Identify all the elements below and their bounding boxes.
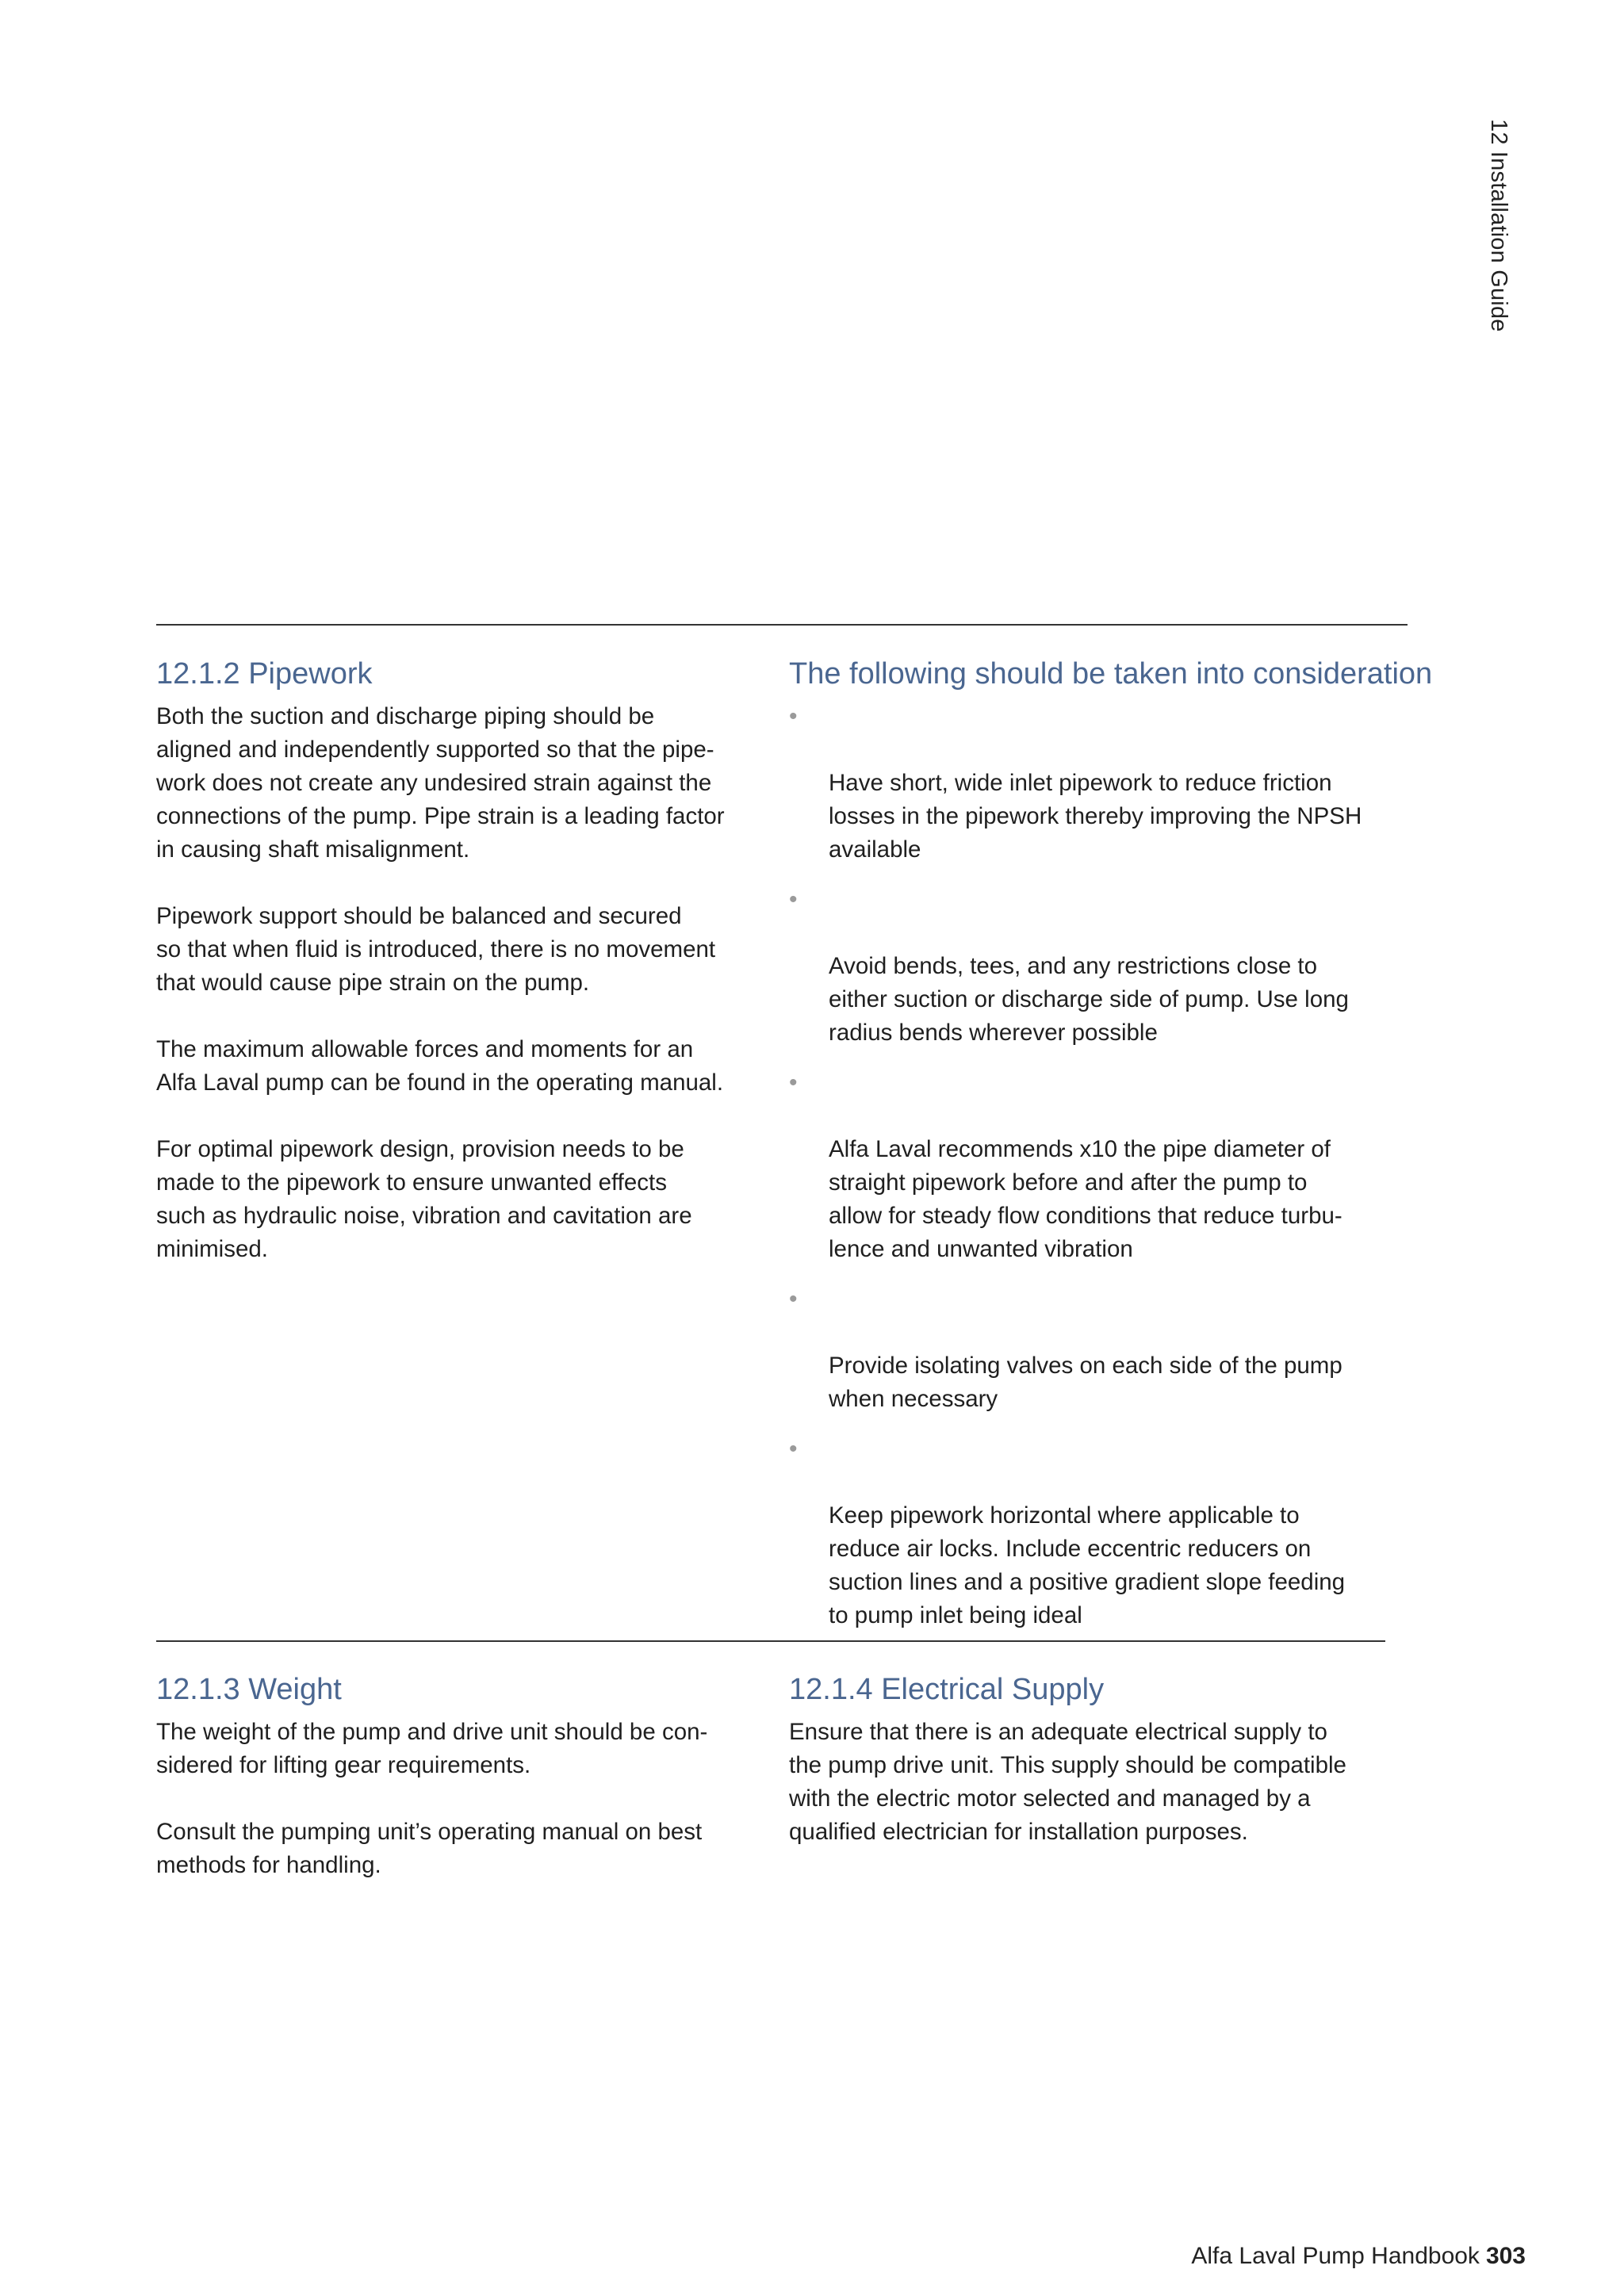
section-divider-bottom [156,1640,1385,1642]
list-item [789,1283,1415,1416]
bullet-icon: • [789,1070,798,1096]
electrical-paragraph: Ensure that there is an adequate electrical supply to the pump drive unit. This supply should be compatible with the electric motor selected and managed by a qualified electrician for installation purposes. [789,1719,1346,1845]
list-item-text: Provide isolating valves on each side of the pump when necessary [829,1353,1342,1412]
footer-title: Alfa Laval Pump Handbook [1191,2243,1480,2269]
list-item-text: Alfa Laval recommends x10 the pipe diameter of straight pipework before and after the pump to allow for steady flow conditions that reduce turbu- lence and unwanted vibration [829,1136,1342,1262]
consideration-list [789,700,1415,1632]
list-item [789,883,1415,1050]
list-item [789,700,1415,867]
bullet-icon: • [789,703,798,729]
section-divider-top [156,624,1408,626]
list-item-text: Avoid bends, tees, and any restrictions close to either suction or discharge side of pump. Use long radius bends wherever possible [829,953,1349,1046]
consideration-heading: The following should be taken into consideration [789,657,1433,691]
consideration-section [789,656,1433,1649]
weight-heading: 12.1.3 Weight [156,1673,342,1706]
pipework-paragraph: The maximum allowable forces and moments for an Alfa Laval pump can be found in the operating manual. [156,1036,724,1096]
bullet-icon: • [789,886,798,913]
pipework-paragraph: Both the suction and discharge piping should be aligned and independently supported so that the pipe- work does not create any undesired strain against the connections of the pump. Pipe strain is a leading factor in causing shaft misalignment. [156,703,725,863]
electrical-heading: 12.1.4 Electrical Supply [789,1673,1105,1706]
list-item-text: Have short, wide inlet pipework to reduce friction losses in the pipework thereby improving the NPSH available [829,770,1362,863]
pipework-heading: 12.1.2 Pipework [156,657,373,691]
weight-paragraph: Consult the pumping unit’s operating manual on best methods for handling. [156,1819,703,1878]
list-item [789,1066,1415,1266]
page-number: 303 [1485,2243,1526,2269]
weight-section [156,1671,759,1882]
electrical-section [789,1671,1415,1849]
pipework-paragraph: For optimal pipework design, provision needs to be made to the pipework to ensure unwanted effects such as hydraulic noise, vibration and cavitation are minimised. [156,1136,692,1262]
list-item-text: Keep pipework horizontal where applicable to reduce air locks. Include eccentric reducers on suction lines and a positive gradient slope feeding to pump inlet being ideal [829,1502,1346,1628]
weight-paragraph: The weight of the pump and drive unit should be con- sidered for lifting gear requirements. [156,1719,708,1778]
pipework-paragraph: Pipework support should be balanced and secured so that when fluid is introduced, there is no movement that would cause pipe strain on the pump. [156,903,716,996]
chapter-side-tab: 12 Installation Guide [1486,119,1511,332]
list-item [789,1433,1415,1632]
page-footer [1191,2241,1526,2272]
pipework-section [156,656,759,1266]
bullet-icon: • [789,1286,798,1312]
bullet-icon: • [789,1436,798,1462]
